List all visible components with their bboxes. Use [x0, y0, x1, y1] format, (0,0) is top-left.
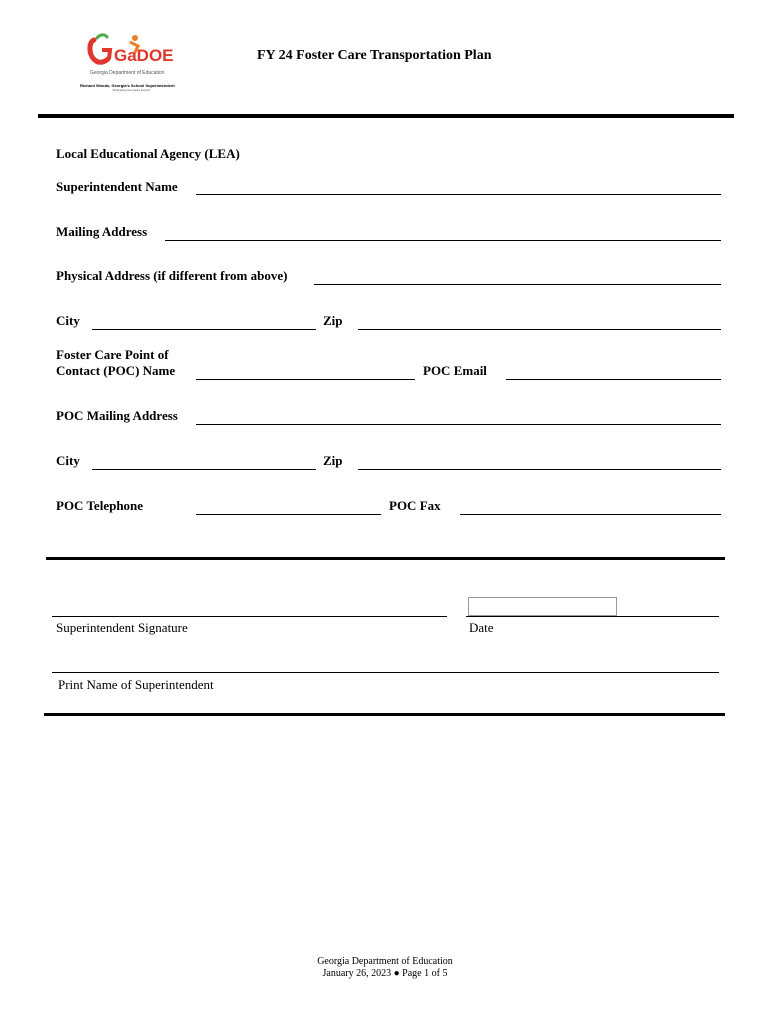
zip-label: Zip	[323, 313, 343, 328]
lea-label: Local Educational Agency (LEA)	[56, 146, 240, 161]
logo-wordmark: GaDOE	[114, 46, 174, 65]
logo-sub-tagline: "Educating Georgia's Future"	[112, 88, 151, 92]
mailing-address-label: Mailing Address	[56, 224, 148, 239]
poc-email-label: POC Email	[423, 363, 487, 378]
footer-date-page: January 26, 2023 ● Page 1 of 5	[322, 968, 448, 979]
poc-city-field[interactable]	[92, 457, 316, 470]
poc-mailing-address-label: POC Mailing Address	[56, 408, 178, 423]
gadoe-logo	[80, 32, 192, 94]
physical-address-field[interactable]	[314, 272, 721, 285]
poc-name-label-line2: Contact (POC) Name	[56, 363, 176, 378]
page-title: FY 24 Foster Care Transportation Plan	[257, 48, 492, 63]
physical-address-label: Physical Address (if different from above)	[56, 268, 288, 283]
poc-zip-label: Zip	[323, 453, 343, 468]
city-field[interactable]	[92, 317, 316, 330]
poc-name-field[interactable]	[196, 367, 415, 380]
poc-fax-label: POC Fax	[389, 498, 441, 513]
logo-org-line: Georgia Department of Education	[90, 70, 165, 76]
superintendent-signature-label: Superintendent Signature	[56, 620, 188, 635]
poc-mailing-address-field[interactable]	[196, 412, 721, 425]
poc-zip-field[interactable]	[358, 457, 721, 470]
superintendent-name-label: Superintendent Name	[56, 179, 178, 194]
poc-telephone-field[interactable]	[196, 502, 381, 515]
signature-line[interactable]	[52, 616, 447, 617]
header-rule	[38, 114, 734, 118]
poc-name-label-line1: Foster Care Point of	[56, 347, 169, 362]
poc-fax-field[interactable]	[460, 502, 721, 515]
poc-name-label	[56, 347, 196, 379]
print-name-line[interactable]	[52, 672, 719, 673]
city-label: City	[56, 313, 80, 328]
footer-org: Georgia Department of Education	[317, 956, 453, 967]
mailing-address-field[interactable]	[165, 228, 721, 241]
logo-tagline: Richard Woods, Georgia's School Superintendent	[80, 83, 175, 88]
date-input-box[interactable]	[468, 597, 617, 616]
poc-telephone-label: POC Telephone	[56, 498, 144, 513]
section-rule-top	[46, 557, 725, 560]
print-name-label: Print Name of Superintendent	[58, 677, 214, 692]
superintendent-name-field[interactable]	[196, 182, 721, 195]
poc-city-label: City	[56, 453, 80, 468]
zip-field[interactable]	[358, 317, 721, 330]
section-rule-bottom	[44, 713, 725, 716]
date-label: Date	[469, 620, 494, 635]
date-line	[466, 616, 719, 617]
poc-email-field[interactable]	[506, 367, 721, 380]
